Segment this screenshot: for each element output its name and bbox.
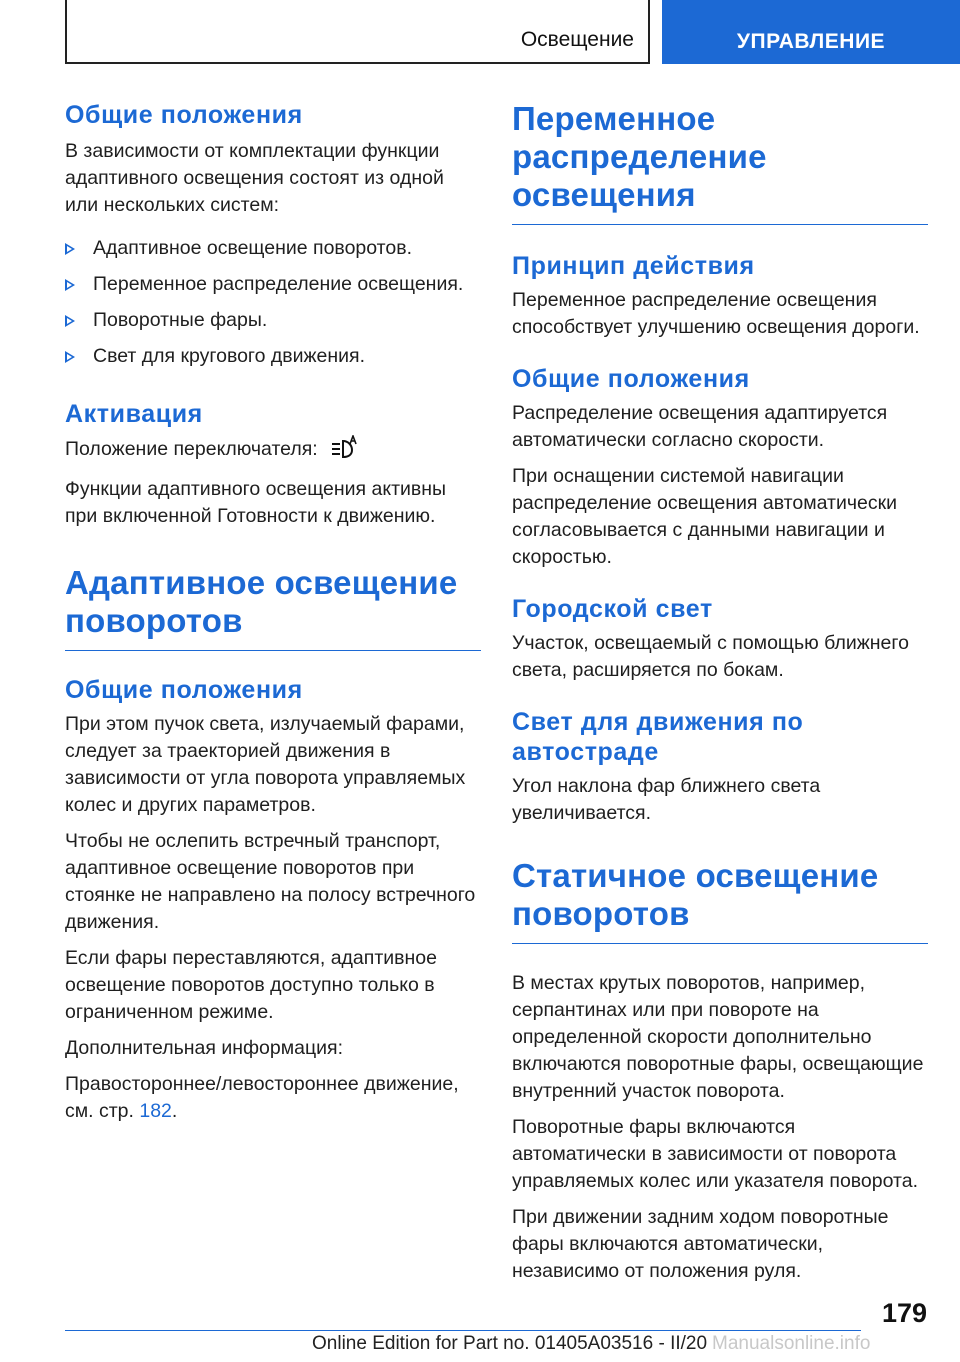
heading-static-cornering: Статичное освещение поворотов bbox=[512, 857, 879, 932]
watermark: Manualsonline.info bbox=[712, 1333, 871, 1354]
static-paragraph-3: При движении задним ходом поворотные фары включаются автоматически, независимо от положения руля. bbox=[512, 1206, 889, 1282]
footer-divider bbox=[65, 1330, 861, 1331]
right-column bbox=[512, 100, 928, 1285]
bullet-triangle-icon bbox=[65, 351, 75, 363]
page-reference-link[interactable]: 182 bbox=[139, 1100, 172, 1122]
left-column bbox=[65, 100, 481, 1125]
systems-list bbox=[65, 235, 481, 370]
heading-activation: Активация bbox=[65, 400, 203, 428]
navigation-paragraph: При оснащении системой навигации распределение освещения автоматически согласовывается с данными навигации и скоростью. bbox=[512, 465, 898, 568]
highway-paragraph: Угол наклона фар ближнего света увеличивается. bbox=[512, 775, 821, 824]
bullet-triangle-icon bbox=[65, 243, 75, 255]
converted-paragraph: Если фары переставляются, адаптивное освещение поворотов доступно только в ограниченном режиме. bbox=[65, 947, 437, 1023]
principle-paragraph: Переменное распределение освещения способствует улучшению освещения дороги. bbox=[512, 289, 920, 338]
more-info-paragraph: Дополнительная информация: bbox=[65, 1037, 344, 1059]
bullet-triangle-icon bbox=[65, 315, 75, 327]
list-item: Свет для кругового движения. bbox=[65, 343, 481, 370]
section-divider bbox=[512, 224, 928, 225]
static-paragraph-2: Поворотные фары включаются автоматически в зависимости от поворота управляемых колес или указателя поворота. bbox=[512, 1116, 919, 1192]
heading-general-2: Общие положения bbox=[65, 676, 303, 704]
blind-paragraph: Чтобы не ослепить встречный транспорт, адаптивное освещение поворотов при стоянке не направлено на полосу встречного движения. bbox=[65, 830, 476, 933]
list-item: Поворотные фары. bbox=[65, 307, 481, 334]
list-item: Переменное распределение освещения. bbox=[65, 271, 481, 298]
active-paragraph: Функции адаптивного освещения активны при включенной Готовности к движению. bbox=[65, 478, 447, 527]
beam-paragraph: При этом пучок света, излучаемый фарами, следует за траекторией движения в зависимости от угла поворота управляемых колес и других параметров. bbox=[65, 713, 466, 816]
heading-principle: Принцип действия bbox=[512, 252, 755, 280]
page-number: 179 bbox=[881, 1298, 927, 1328]
running-header-box bbox=[65, 0, 650, 64]
section-title: Освещение bbox=[520, 28, 634, 51]
heading-adaptive-cornering: Адаптивное освещение поворотов bbox=[65, 564, 458, 639]
bullet-triangle-icon bbox=[65, 279, 75, 291]
traffic-paragraph: Правостороннее/левостороннее движение, см. стр. 182. bbox=[65, 1073, 459, 1122]
heading-general: Общие положения bbox=[65, 101, 303, 129]
static-paragraph-1: В местах крутых поворотов, например, серпантинах или при повороте на определенной скорости дополнительно включаются поворотные фары, освещающие внутренний участок поворота. bbox=[512, 972, 924, 1102]
auto-headlight-icon bbox=[329, 435, 359, 467]
city-paragraph: Участок, освещаемый с помощью ближнего света, расширяется по бокам. bbox=[512, 632, 909, 681]
chapter-tab bbox=[662, 0, 960, 64]
heading-city-light: Городской свет bbox=[512, 595, 713, 623]
section-divider bbox=[65, 650, 481, 651]
chapter-title: УПРАВЛЕНИЕ bbox=[736, 30, 886, 53]
list-item: Адаптивное освещение поворотов. bbox=[65, 235, 481, 262]
heading-highway-light: Свет для движения по автостраде bbox=[512, 708, 804, 766]
edition-text: Online Edition for Part no. 01405A03516 - II/20 bbox=[312, 1333, 708, 1354]
heading-general-right: Общие положения bbox=[512, 365, 750, 393]
speed-paragraph: Распределение освещения адаптируется автоматически согласно скорости. bbox=[512, 402, 888, 451]
intro-paragraph: В зависимости от комплектации функции адаптивного освещения состоят из одной или нескольких систем: bbox=[65, 140, 444, 216]
section-divider bbox=[512, 943, 928, 944]
switch-position-paragraph: Положение переключателя: bbox=[65, 435, 481, 467]
heading-variable-distribution: Переменное распределение освещения bbox=[512, 100, 767, 213]
